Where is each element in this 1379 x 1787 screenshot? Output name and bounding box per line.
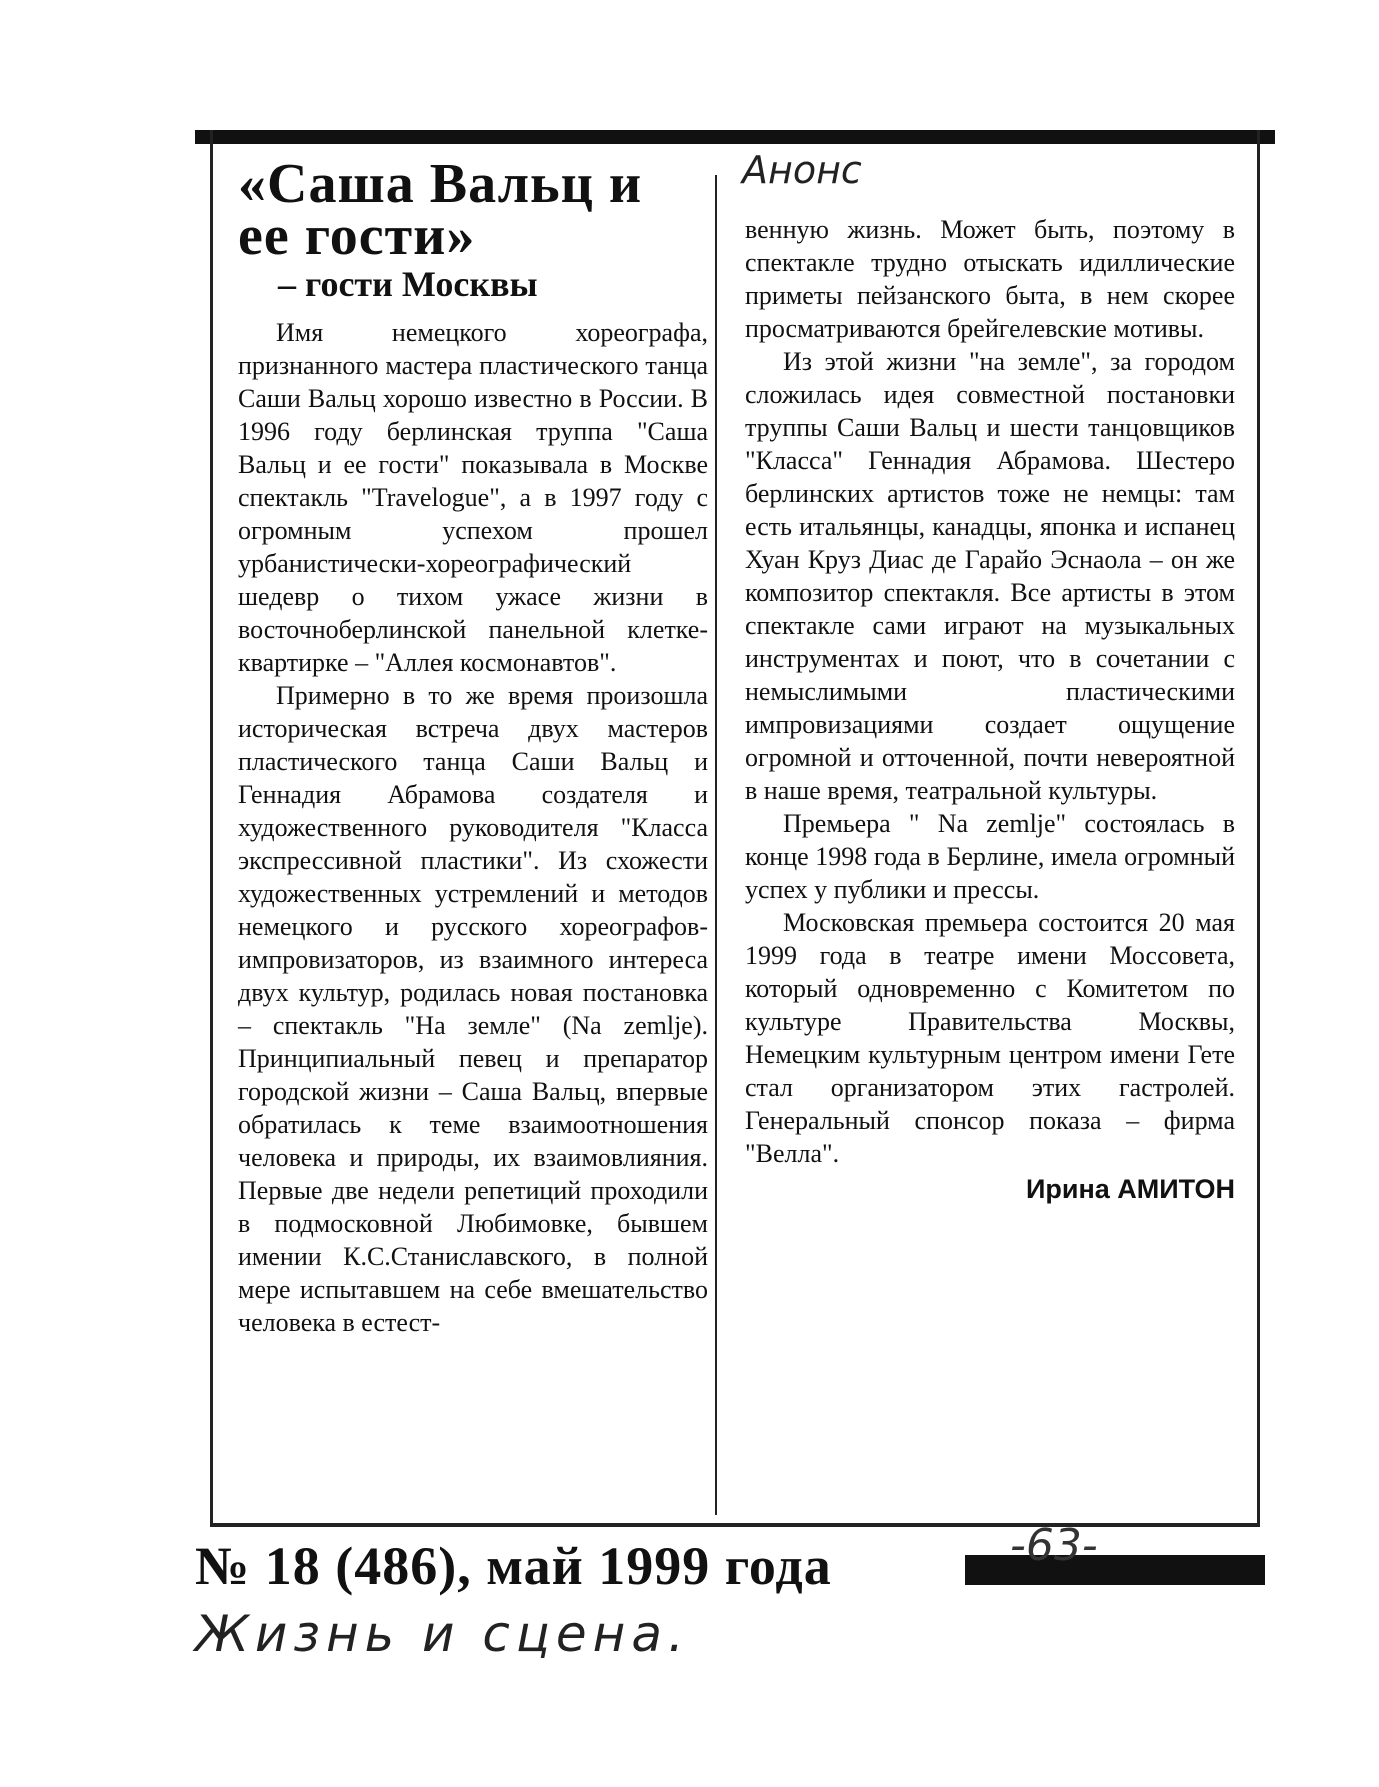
paragraph: венную жизнь. Может быть, поэтому в спектакле трудно отыскать идиллические приметы пейзанского быта, в нем скорее просматриваются брейгелевские мотивы. bbox=[745, 215, 1235, 343]
handwritten-note: Жизнь и сцена. bbox=[195, 1605, 690, 1663]
article-headline: «Саша Вальц и ее гости» bbox=[238, 153, 643, 267]
paragraph: Имя немецкого хореографа, признанного мастера пластического танца Саши Вальц хорошо известно в России. В 1996 году берлинская труппа "Саша Вальц и ее гости" показывала в Москве спектакль "Travelogue", а в 1997 году с огромным успехом прошел урбанистически-хореографический шедевр о тихом ужасе жизни в восточноберлинской панельной клетке-квартирке – "Аллея космонавтов". bbox=[238, 318, 708, 677]
column-divider bbox=[715, 175, 717, 1515]
rubric-label: Анонс bbox=[742, 148, 862, 192]
paragraph: Примерно в то же время произошла историческая встреча двух мастеров пластического танца Саши Вальц и Геннадия Абрамова создателя и художественного руководителя "Класса экспрессивной пластики". Из схожести художественных устремлений и методов немецкого и русского хореографов-импровизаторов, из взаимного интереса двух культур, родилась новая постановка – спектакль "На земле" (Na zemlje). Принципиальный певец и препаратор городской жизни – Саша Вальц, впервые обратилась к теме взаимоотношения человека и природы, их взаимовлияния. Первые две недели репетиций проходили в подмосковной Любимовке, бывшем имении К.С.Станиславского, в полной мере испытавшем на себе вмешательство человека в естест- bbox=[238, 681, 708, 1337]
right-column bbox=[745, 213, 1235, 1205]
paragraph: Премьера " Na zemlje" состоялась в конце 1998 года в Берлине, имела огромный успех у публики и прессы. bbox=[745, 809, 1235, 904]
paragraph: Из этой жизни "на земле", за городом сложилась идея совместной постановки труппы Саши Вальц и шести танцовщиков "Класса" Геннадия Абрамова. Шестеро берлинских артистов тоже не немцы: там есть итальянцы, канадцы, японка и испанец Хуан Круз Диас де Гарайо Эснаола – он же композитор спектакля. Все артисты в этом спектакле сами играют на музыкальных инструментах и поют, что в сочетании с немыслимыми пластическими импровизациями создает ощущение огромной и отточенной, почти невероятной в наше время, театральной культуры. bbox=[745, 347, 1235, 805]
paragraph: Московская премьера состоится 20 мая 1999 года в театре имени Моссовета, который одновременно с Комитетом по культуре Правительства Москвы, Немецким культурным центром имени Гете стал организатором этих гастролей. Генеральный спонсор показа – фирма "Велла". bbox=[745, 908, 1235, 1168]
issue-line: № 18 (486), май 1999 года bbox=[195, 1536, 832, 1596]
article-subheadline: – гости Москвы bbox=[278, 264, 538, 304]
article-author: Ирина АМИТОН bbox=[1025, 1174, 1235, 1204]
handwritten-page-number: -63- bbox=[1010, 1520, 1098, 1571]
left-column bbox=[238, 153, 708, 1339]
